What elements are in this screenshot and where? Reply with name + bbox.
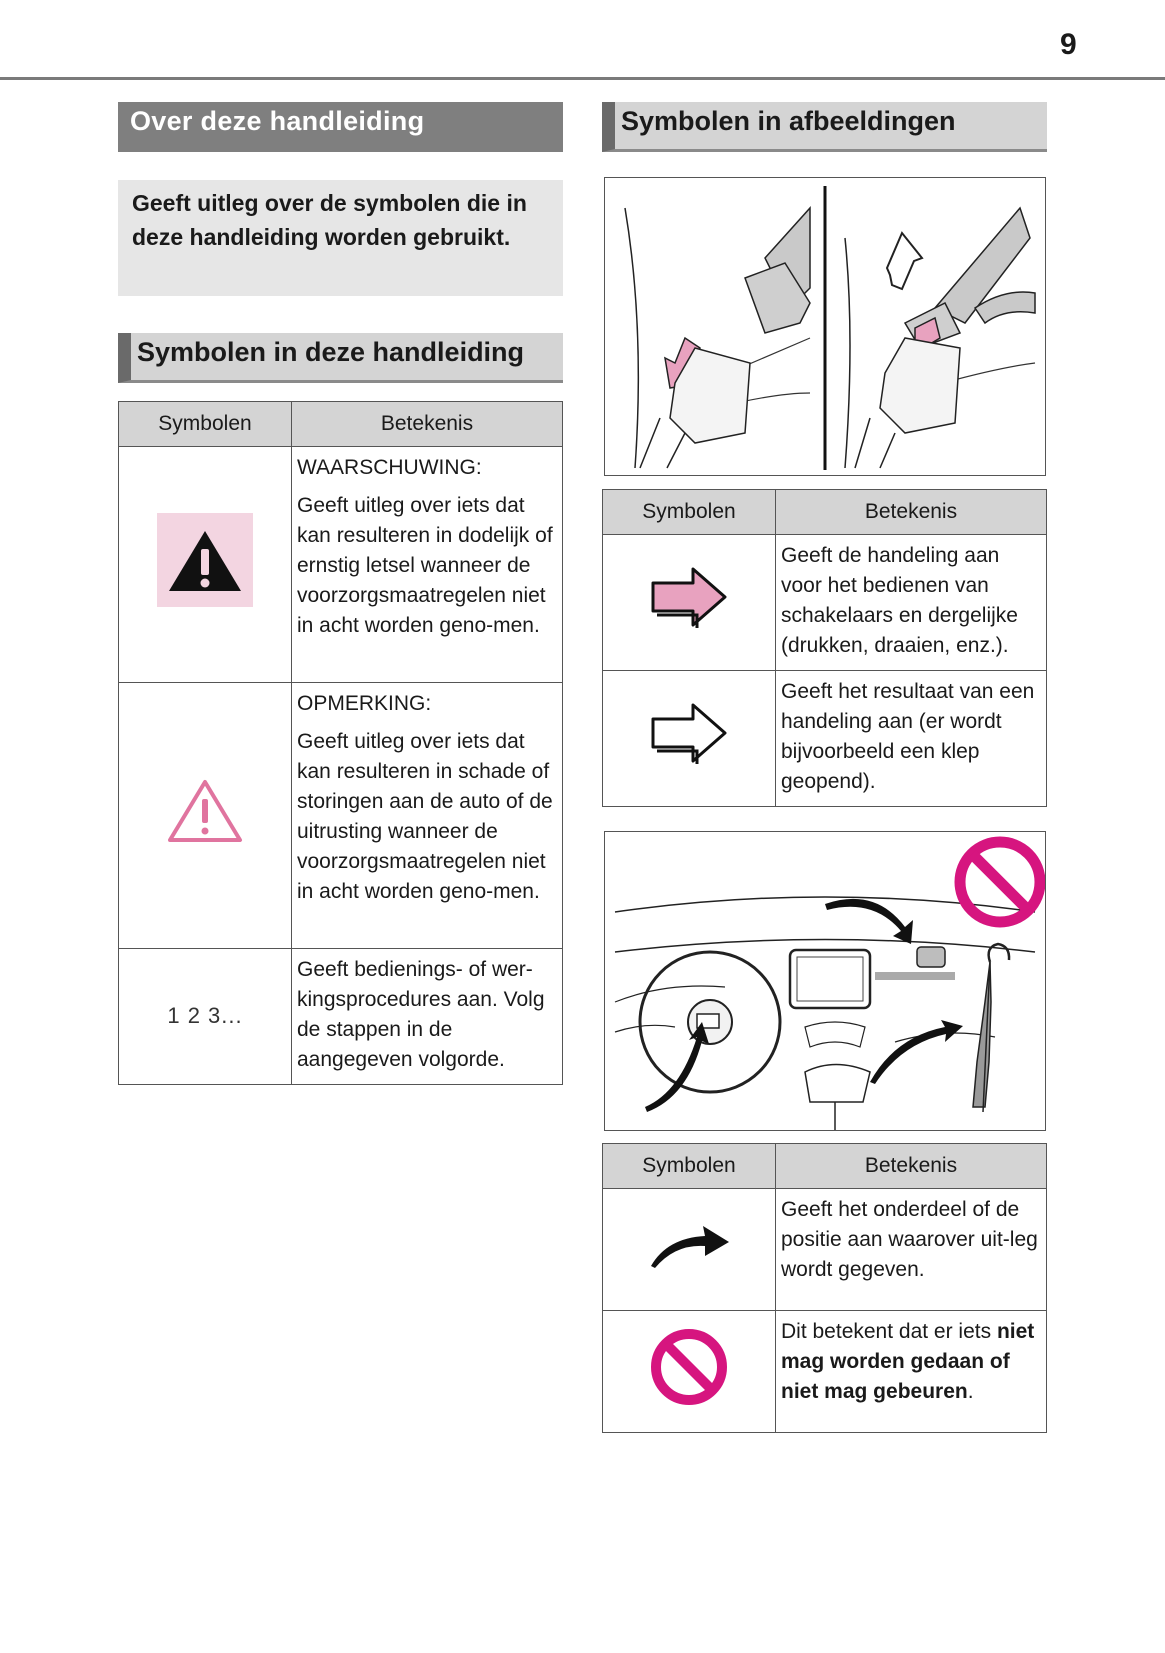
row-text-normal: Dit betekent dat er iets xyxy=(781,1320,997,1343)
table-row xyxy=(119,447,563,683)
table-row xyxy=(119,949,563,1085)
dashboard-illustration xyxy=(604,831,1046,1131)
meaning-cell xyxy=(292,949,563,1085)
outline-arrow-icon xyxy=(649,701,729,767)
warning-triangle-icon xyxy=(157,513,253,607)
meaning-cell xyxy=(292,683,563,949)
col-symbol-header: Symbolen xyxy=(603,1144,776,1189)
table-row xyxy=(603,671,1047,807)
illustration-symbols-table-2 xyxy=(602,1143,1047,1433)
top-rule xyxy=(0,77,1165,80)
row-text-end: . xyxy=(967,1380,974,1403)
symbol-cell xyxy=(603,535,776,671)
seatbelt-illustration xyxy=(604,177,1046,476)
page-number: 9 xyxy=(1060,28,1077,61)
row-text: Geeft uitleg over iets dat kan resulteren in schade of storingen aan de auto of de uitrusting wanneer de voorzorgsmaatregelen niet in acht worden geno-men. xyxy=(297,730,553,903)
table-row xyxy=(603,1311,1047,1433)
notice-triangle-icon xyxy=(165,777,245,845)
meaning-cell xyxy=(776,1189,1047,1311)
row-text: Geeft bedienings- of wer-kingsprocedures aan. Volg de stappen in de aangegeven volgorde. xyxy=(297,958,545,1071)
col-meaning-header: Betekenis xyxy=(292,402,563,447)
illustration-symbols-table xyxy=(602,489,1047,807)
row-text-bold: niet mag worden gedaan of niet mag gebeuren xyxy=(781,1320,1035,1403)
table-row xyxy=(603,535,1047,671)
row-text: Geeft de handeling aan voor het bedienen van schakelaars en dergelijke (drukken, draaien, enz.). xyxy=(781,544,1018,657)
col-meaning-header: Betekenis xyxy=(776,490,1047,535)
meaning-cell xyxy=(776,671,1047,807)
row-text: Geeft uitleg over iets dat kan resulteren in dodelijk of ernstig letsel wanneer de voorzorgsmaatregelen niet in acht worden geno-men. xyxy=(297,494,553,637)
symbol-cell xyxy=(603,1311,776,1433)
step-numbers: 1 2 3... xyxy=(167,1003,243,1028)
symbol-cell xyxy=(603,671,776,807)
symbol-cell xyxy=(603,1189,776,1311)
meaning-cell xyxy=(776,535,1047,671)
symbols-table xyxy=(118,401,563,1085)
meaning-cell xyxy=(776,1311,1047,1433)
symbol-cell xyxy=(119,949,292,1085)
row-text: Geeft het resultaat van een handeling aan (er wordt bijvoorbeeld een klep geopend). xyxy=(781,680,1035,793)
prohibited-icon xyxy=(649,1327,729,1407)
row-text xyxy=(781,1317,1040,1407)
row-text: Geeft het onderdeel of de positie aan waarover uit-leg wordt gegeven. xyxy=(781,1198,1038,1281)
meaning-cell xyxy=(292,447,563,683)
section-header-symbols: Symbolen in deze handleiding xyxy=(118,333,563,383)
table-row xyxy=(119,683,563,949)
pink-arrow-icon xyxy=(649,565,729,631)
main-header: Over deze handleiding xyxy=(118,102,563,152)
seatbelt-drawing xyxy=(605,178,1045,475)
col-meaning-header: Betekenis xyxy=(776,1144,1047,1189)
section-header-illustrations: Symbolen in afbeeldingen xyxy=(602,102,1047,152)
symbol-cell xyxy=(119,447,292,683)
row-title: OPMERKING: xyxy=(297,692,432,715)
curved-arrow-icon xyxy=(647,1220,731,1270)
table-row xyxy=(603,1189,1047,1311)
col-symbol-header: Symbolen xyxy=(119,402,292,447)
dashboard-drawing xyxy=(605,832,1045,1130)
row-title: WAARSCHUWING: xyxy=(297,456,482,479)
col-symbol-header: Symbolen xyxy=(603,490,776,535)
symbol-cell xyxy=(119,683,292,949)
intro-box: Geeft uitleg over de symbolen die in deze handleiding worden gebruikt. xyxy=(118,180,563,296)
